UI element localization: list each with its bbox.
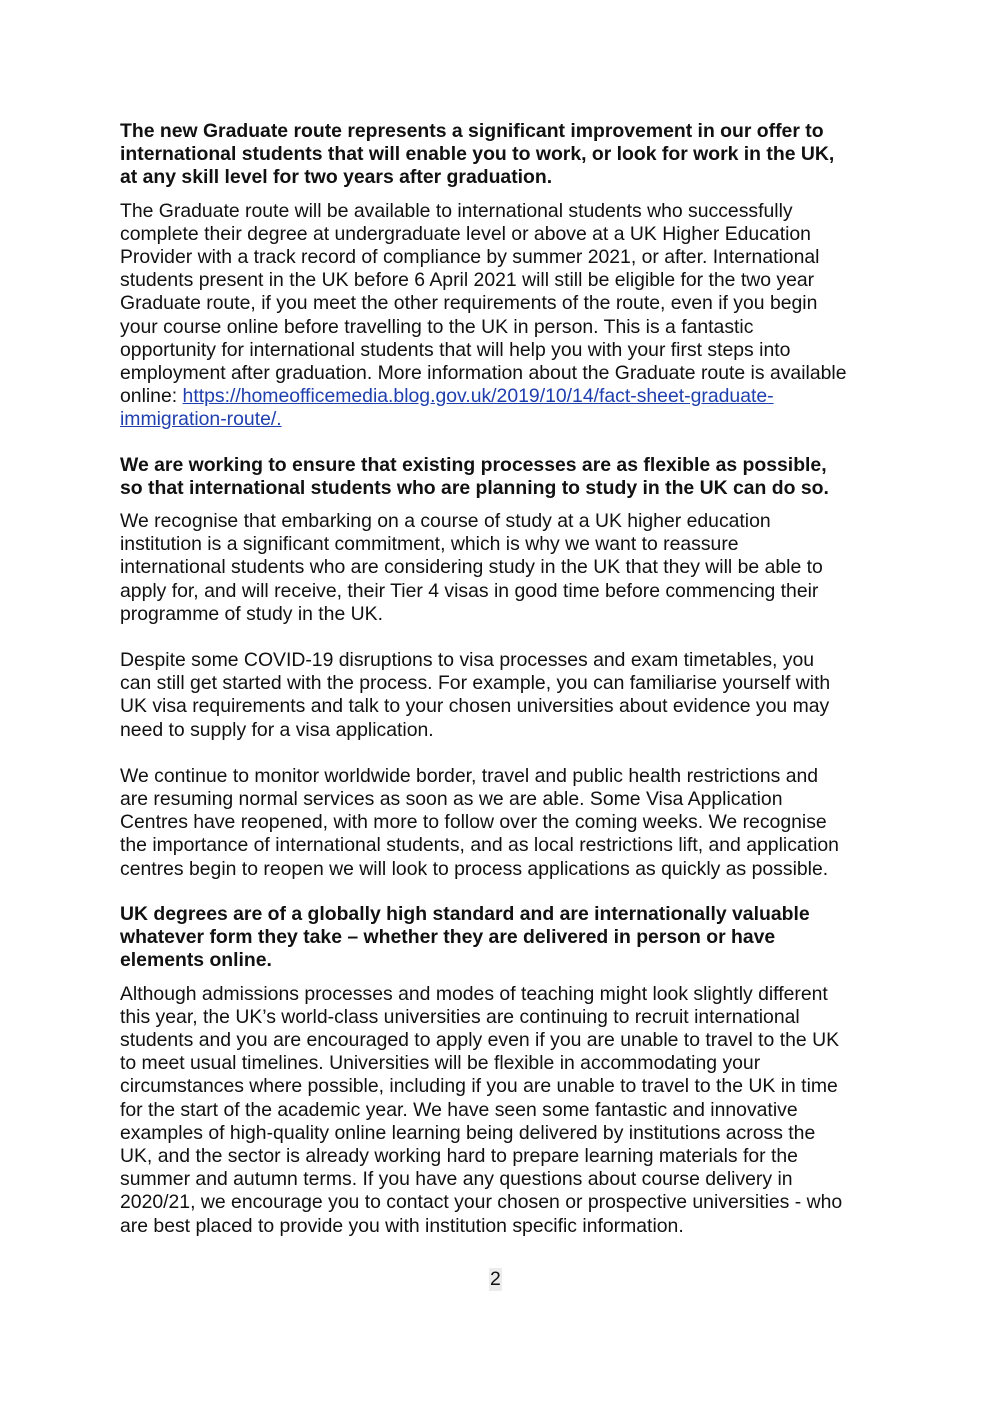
text-line: students present in the UK before 6 April 2021 will still be eligible for the two year xyxy=(120,269,815,292)
text-line: are best placed to provide you with institution specific information. xyxy=(120,1214,684,1237)
graduate-route-fact-sheet-link-cont[interactable]: immigration-route/. xyxy=(120,408,282,431)
paragraph xyxy=(120,983,880,1238)
text-line: complete their degree at undergraduate level or above at a UK Higher Education xyxy=(120,222,811,245)
section-heading xyxy=(120,903,880,973)
section-heading xyxy=(120,120,880,190)
text-line: can still get started with the process. For example, you can familiarise yourself with xyxy=(120,672,831,695)
text-line: students and you are encouraged to apply even if you are unable to travel to the UK xyxy=(120,1028,840,1051)
section-uk-degrees xyxy=(120,903,880,1238)
text-line: are resuming normal services as soon as we are able. Some Visa Application xyxy=(120,788,783,811)
text-line: Although admissions processes and modes of teaching might look slightly different xyxy=(120,982,828,1005)
paragraph xyxy=(120,510,880,626)
text-line: to meet usual timelines. Universities will be flexible in accommodating your xyxy=(120,1052,761,1075)
text-line: international students who are considering study in the UK that they will be able to xyxy=(120,556,823,579)
heading-line: UK degrees are of a globally high standard and are internationally valuable xyxy=(120,902,810,925)
text-line xyxy=(120,385,880,408)
text-line: Graduate route, if you meet the other requirements of the route, even if you begin xyxy=(120,292,818,315)
text-line: We continue to monitor worldwide border, travel and public health restrictions and xyxy=(120,764,819,787)
text-line: this year, the UK’s world-class universities are continuing to recruit international xyxy=(120,1005,800,1028)
text-line: 2020/21, we encourage you to contact your chosen or prospective universities - who xyxy=(120,1191,843,1214)
text-line: the importance of international students, and as local restrictions lift, and application xyxy=(120,834,839,857)
heading-line: at any skill level for two years after graduation. xyxy=(120,166,553,189)
page-number: 2 xyxy=(490,1268,501,1290)
paragraph xyxy=(120,200,880,432)
section-flexible-processes xyxy=(120,454,880,881)
paragraph xyxy=(120,765,880,881)
heading-line: so that international students who are planning to study in the UK can do so. xyxy=(120,476,829,499)
text-line: Provider with a track record of compliance by summer 2021, or after. International xyxy=(120,246,820,269)
text-line: centres begin to reopen we will look to process applications as quickly as possible. xyxy=(120,857,829,880)
heading-line: elements online. xyxy=(120,949,272,972)
heading-line: We are working to ensure that existing processes are as flexible as possible, xyxy=(120,453,827,476)
text-line: examples of high-quality online learning being delivered by institutions across the xyxy=(120,1121,816,1144)
text-line: programme of study in the UK. xyxy=(120,602,383,625)
text-line: opportunity for international students that will help you with your first steps into xyxy=(120,338,791,361)
graduate-route-fact-sheet-link[interactable]: https://homeofficemedia.blog.gov.uk/2019/10/14/fact-sheet-graduate- xyxy=(182,385,774,408)
text-line: UK, and the sector is already working hard to prepare learning materials for the xyxy=(120,1144,798,1167)
text-line: The Graduate route will be available to international students who successfully xyxy=(120,199,793,222)
text-line xyxy=(120,408,880,431)
text-line: institution is a significant commitment, which is why we want to reassure xyxy=(120,533,739,556)
section-heading xyxy=(120,454,880,500)
text-line: We recognise that embarking on a course of study at a UK higher education xyxy=(120,510,771,533)
text-line: need to supply for a visa application. xyxy=(120,718,434,741)
text-line: apply for, and will receive, their Tier 4 visas in good time before commencing their xyxy=(120,579,819,602)
paragraph xyxy=(120,649,880,742)
text-line: circumstances where possible, including if you are unable to travel to the UK in time xyxy=(120,1075,838,1098)
heading-line: The new Graduate route represents a significant improvement in our offer to xyxy=(120,120,824,142)
text-line: your course online before travelling to the UK in person. This is a fantastic xyxy=(120,315,754,338)
text-line: summer and autumn terms. If you have any questions about course delivery in xyxy=(120,1168,793,1191)
text-line: UK visa requirements and talk to your chosen universities about evidence you may xyxy=(120,695,830,718)
heading-line: international students that will enable you to work, or look for work in the UK, xyxy=(120,143,835,166)
document-page xyxy=(120,120,880,1238)
text-line: Centres have reopened, with more to follow over the coming weeks. We recognise xyxy=(120,811,827,834)
text-line: for the start of the academic year. We have seen some fantastic and innovative xyxy=(120,1098,798,1121)
text-line: employment after graduation. More information about the Graduate route is available xyxy=(120,362,847,385)
section-graduate-route xyxy=(120,120,880,432)
text-line: Despite some COVID-19 disruptions to visa processes and exam timetables, you xyxy=(120,649,815,672)
link-prefix: online: xyxy=(120,385,183,408)
heading-line: whatever form they take – whether they are delivered in person or have xyxy=(120,926,776,949)
